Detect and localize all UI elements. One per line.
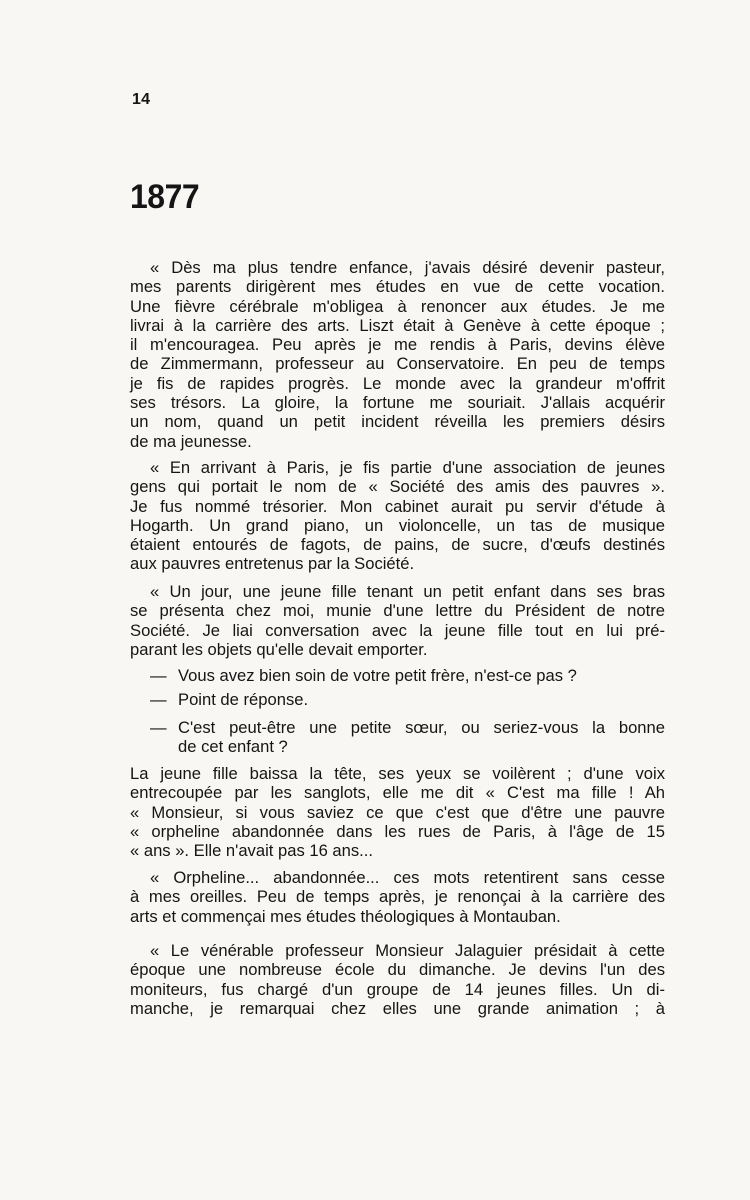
text-line: de cet enfant ?	[178, 737, 288, 757]
paragraph-abandoned	[130, 868, 665, 926]
text-line: de Zimmermann, professeur au Conservatoire. En peu de temps	[130, 354, 665, 374]
text-line: gens qui portait le nom de « Société des amis des pauvres ».	[130, 477, 665, 497]
paragraph-association	[130, 458, 665, 574]
text-line: « Dès ma plus tendre enfance, j'avais désiré devenir pasteur,	[150, 258, 665, 277]
text-line: La jeune fille baissa la tête, ses yeux se voilèrent ; d'une voix	[130, 764, 665, 783]
dialogue-line	[150, 718, 665, 757]
text-line: C'est peut-être une petite sœur, ou seriez-vous la bonne	[178, 718, 665, 737]
text-line: un nom, quand un petit incident réveilla les premiers désirs	[130, 412, 665, 432]
text-line: Hogarth. Un grand piano, un violoncelle, un tas de musique	[130, 515, 665, 535]
paragraph-childhood	[130, 258, 665, 451]
paragraph-visit	[130, 582, 665, 659]
dialogue-line	[150, 666, 665, 685]
text-line: Vous avez bien soin de votre petit frère, n'est-ce pas ?	[178, 666, 577, 685]
text-line: à mes oreilles. Peu de temps après, je renonçai à la carrière des	[130, 887, 665, 907]
text-line: Une fièvre cérébrale m'obligea à renoncer aux études. Je me	[130, 296, 665, 316]
text-line: « En arrivant à Paris, je fis partie d'une association de jeunes	[150, 458, 665, 477]
text-line: Point de réponse.	[178, 690, 309, 709]
text-line: livrai à la carrière des arts. Liszt était à Genève à cette époque ;	[130, 315, 665, 335]
text-line: entrecoupée par les sanglots, elle me dit « C'est ma fille ! Ah	[130, 783, 665, 803]
text-line: « Orpheline... abandonnée... ces mots retentirent sans cesse	[150, 868, 665, 887]
text-line: mes parents dirigèrent mes études en vue de cette vocation.	[130, 277, 665, 297]
text-line: Société. Je liai conversation avec la jeune fille tout en lui pré-	[130, 620, 665, 640]
text-line: je fis de rapides progrès. Le monde avec la grandeur m'offrit	[130, 373, 665, 393]
paragraph-orphan	[130, 764, 665, 860]
text-line: se présenta chez moi, munie d'une lettre du Président de notre	[130, 601, 665, 621]
page-number: 14	[132, 91, 151, 108]
text-line: aux pauvres entretenus par la Société.	[130, 554, 415, 574]
text-line: arts et commençai mes études théologiques à Montauban.	[130, 906, 561, 926]
paragraph-sunday-school	[130, 941, 665, 1018]
text-line: ses trésors. La gloire, la fortune me souriait. J'allais acquérir	[130, 393, 665, 413]
text-line: « ans ». Elle n'avait pas 16 ans...	[130, 841, 374, 861]
text-line: moniteurs, fus chargé d'un groupe de 14 jeunes filles. Un di-	[130, 979, 665, 999]
text-line: époque une nombreuse école du dimanche. Je devins l'un des	[130, 960, 665, 980]
text-line: « Le vénérable professeur Monsieur Jalaguier présidait à cette	[150, 941, 665, 960]
em-dash: —	[150, 718, 167, 737]
text-line: de ma jeunesse.	[130, 431, 252, 451]
text-line: « Un jour, une jeune fille tenant un petit enfant dans ses bras	[150, 582, 665, 601]
text-line: Je fus nommé trésorier. Mon cabinet aurait pu servir d'étude à	[130, 496, 665, 516]
text-line: « orpheline abandonnée dans les rues de Paris, à l'âge de 15	[130, 821, 665, 841]
chapter-year-heading: 1877	[130, 178, 200, 216]
em-dash: —	[150, 690, 167, 709]
text-line: parant les objets qu'elle devait emporter.	[130, 639, 428, 659]
text-line: manche, je remarquai chez elles une grande animation ; à	[130, 998, 665, 1018]
em-dash: —	[150, 666, 167, 685]
text-line: étaient entourés de fagots, de pains, de sucre, d'œufs destinés	[130, 535, 665, 555]
dialogue-line	[150, 690, 665, 709]
text-line: il m'encouragea. Peu après je me rendis à Paris, devins élève	[130, 335, 665, 355]
text-line: « Monsieur, si vous saviez ce que c'est que d'être une pauvre	[130, 802, 665, 822]
